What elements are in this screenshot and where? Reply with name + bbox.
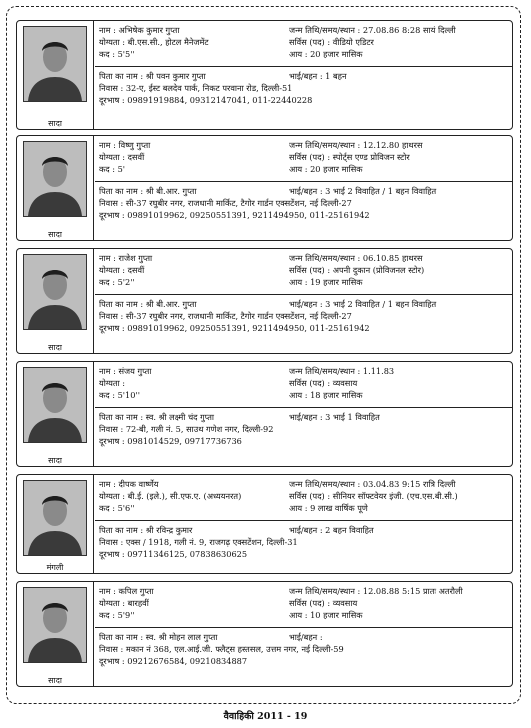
photo-column <box>17 582 94 686</box>
siblings-field: भाई/बहन : 2 बहन विवाहित <box>289 525 374 535</box>
income-field: आय : 19 हजार मासिक <box>289 277 363 287</box>
profile-card <box>16 474 513 574</box>
height-field: कद : 5'2'' <box>99 277 135 287</box>
profile-photo <box>23 26 87 102</box>
page-footer: वैवाहिकी 2011 - 19 <box>223 711 308 722</box>
name-field: नाम : संजय गुप्ता <box>99 366 152 376</box>
address-field: निवास : सी-37 रघुबीर नगर, राजधानी मार्किट, टैगोर गार्डन एक्सटेंशन, नई दिल्ली-27 <box>99 198 352 208</box>
person-silhouette-icon <box>24 142 86 216</box>
photo-caption: मंगली <box>46 563 64 572</box>
qualification-field: योग्यता : दसवीं <box>99 152 145 162</box>
photo-column <box>17 249 94 353</box>
address-field: निवास : 72-बी, गली नं. 5, साउथ गणेश नगर, दिल्ली-92 <box>99 424 274 434</box>
height-field: कद : 5'9'' <box>99 610 135 620</box>
profile-card <box>16 20 513 130</box>
photo-column <box>17 136 94 240</box>
person-silhouette-icon <box>24 255 86 329</box>
siblings-field: भाई/बहन : <box>289 632 323 642</box>
income-field: आय : 20 हजार मासिक <box>289 49 363 59</box>
profile-details <box>95 582 512 686</box>
phone-field: दूरभाष : 09891019962, 09250551391, 9211494950, 011-25161942 <box>99 323 370 333</box>
service-field: सर्विस (पद) : वीडियो एडिटर <box>289 37 374 47</box>
service-field: सर्विस (पद) : अपनी दुकान (प्रोविजनल स्टोर) <box>289 265 425 275</box>
profile-details <box>95 362 512 466</box>
profile-card <box>16 248 513 354</box>
father-name-field: पिता का नाम : स्व. श्री लक्ष्मी चंद गुप्ता <box>99 412 215 422</box>
phone-field: दूरभाष : 09711346125, 07838630625 <box>99 549 248 559</box>
service-field: सर्विस (पद) : सीनियर सॉफ्टवेयर इंजी. (एच.एस.बी.सी.) <box>289 491 458 501</box>
service-field: सर्विस (पद) : व्यवसाय <box>289 378 358 388</box>
person-silhouette-icon <box>24 588 86 662</box>
birth-details: जन्म तिथि/समय/स्थान : 06.10.85 हाथरस <box>289 253 423 263</box>
photo-caption: सादा <box>48 456 62 465</box>
profile-details <box>95 249 512 353</box>
row-divider <box>95 520 512 521</box>
birth-details: जन्म तिथि/समय/स्थान : 12.12.80 हाथरस <box>289 140 423 150</box>
name-field: नाम : दीपक वार्ष्णेय <box>99 479 159 489</box>
siblings-field: भाई/बहन : 3 भाई 2 विवाहित / 1 बहन विवाहित <box>289 186 437 196</box>
profile-details <box>95 21 512 129</box>
phone-field: दूरभाष : 0981014529, 09717736736 <box>99 436 242 446</box>
phone-field: दूरभाष : 09212676584, 09210834887 <box>99 656 248 666</box>
service-field: सर्विस (पद) : व्यवसाय <box>289 598 358 608</box>
profile-card <box>16 361 513 467</box>
name-field: नाम : विष्णु गुप्ता <box>99 140 151 150</box>
height-field: कद : 5'5'' <box>99 49 135 59</box>
person-silhouette-icon <box>24 27 86 101</box>
photo-caption: सादा <box>48 343 62 352</box>
profile-card <box>16 135 513 241</box>
profile-photo <box>23 367 87 443</box>
address-field: निवास : 32-ए, ईस्ट बलदेव पार्क, निकट परवाना रोड, दिल्ली-51 <box>99 83 293 93</box>
address-field: निवास : एक्स / 1918, गली नं. 9, राजगढ़ एक्सटेंशन, दिल्ली-31 <box>99 537 298 547</box>
birth-details: जन्म तिथि/समय/स्थान : 1.11.83 <box>289 366 395 376</box>
photo-column <box>17 362 94 466</box>
height-field: कद : 5'6'' <box>99 503 135 513</box>
profile-photo <box>23 141 87 217</box>
height-field: कद : 5' <box>99 164 126 174</box>
photo-caption: सादा <box>48 230 62 239</box>
person-silhouette-icon <box>24 481 86 555</box>
father-name-field: पिता का नाम : श्री बी.आर. गुप्ता <box>99 186 197 196</box>
siblings-field: भाई/बहन : 3 भाई 1 विवाहित <box>289 412 380 422</box>
father-name-field: पिता का नाम : श्री पवन कुमार गुप्ता <box>99 71 206 81</box>
birth-details: जन्म तिथि/समय/स्थान : 27.08.86 8:28 सायं दिल्ली <box>289 25 456 35</box>
profile-photo <box>23 587 87 663</box>
service-field: सर्विस (पद) : स्पोर्ट्स एण्ड प्रोविजन स्टोर <box>289 152 410 162</box>
income-field: आय : 9 लाख वार्षिक पूणे <box>289 503 368 513</box>
name-field: नाम : अभिषेक कुमार गुप्ता <box>99 25 180 35</box>
qualification-field: योग्यता : बारहवीं <box>99 598 149 608</box>
photo-caption: सादा <box>48 676 62 685</box>
row-divider <box>95 294 512 295</box>
photo-column <box>17 21 94 129</box>
siblings-field: भाई/बहन : 1 बहन <box>289 71 347 81</box>
birth-details: जन्म तिथि/समय/स्थान : 03.04.83 9:15 रात्रि दिल्ली <box>289 479 456 489</box>
qualification-field: योग्यता : दसवीं <box>99 265 145 275</box>
photo-caption: सादा <box>48 119 62 128</box>
phone-field: दूरभाष : 09891919884, 09312147041, 011-22440228 <box>99 95 313 105</box>
name-field: नाम : राजेश गुप्ता <box>99 253 153 263</box>
qualification-field: योग्यता : <box>99 378 126 388</box>
address-field: निवास : सी-37 रघुबीर नगर, राजधानी मार्किट, टैगोर गार्डन एक्सटेंशन, नई दिल्ली-27 <box>99 311 352 321</box>
row-divider <box>95 407 512 408</box>
phone-field: दूरभाष : 09891019962, 09250551391, 9211494950, 011-25161942 <box>99 210 370 220</box>
row-divider <box>95 627 512 628</box>
profile-photo <box>23 480 87 556</box>
qualification-field: योग्यता : बी.ई. (इले.), सी.एफ.ए. (अध्ययनरत) <box>99 491 242 501</box>
income-field: आय : 10 हजार मासिक <box>289 610 363 620</box>
photo-column <box>17 475 94 573</box>
row-divider <box>95 66 512 67</box>
address-field: निवास : मकान नं 368, एल.आई.जी. फ्लैट्स हस्तसल, उत्तम नगर, नई दिल्ली-59 <box>99 644 344 654</box>
name-field: नाम : कपिल गुप्ता <box>99 586 154 596</box>
height-field: कद : 5'10'' <box>99 390 140 400</box>
father-name-field: पिता का नाम : श्री बी.आर. गुप्ता <box>99 299 197 309</box>
siblings-field: भाई/बहन : 3 भाई 2 विवाहित / 1 बहन विवाहित <box>289 299 437 309</box>
income-field: आय : 18 हजार मासिक <box>289 390 363 400</box>
birth-details: जन्म तिथि/समय/स्थान : 12.08.88 5:15 प्रातः अतरौली <box>289 586 463 596</box>
person-silhouette-icon <box>24 368 86 442</box>
profile-details <box>95 136 512 240</box>
profile-photo <box>23 254 87 330</box>
profile-details <box>95 475 512 573</box>
income-field: आय : 20 हजार मासिक <box>289 164 363 174</box>
father-name-field: पिता का नाम : स्व. श्री मोहन लाल गुप्ता <box>99 632 218 642</box>
row-divider <box>95 181 512 182</box>
father-name-field: पिता का नाम : श्री रविन्द्र कुमार <box>99 525 193 535</box>
profile-card <box>16 581 513 687</box>
qualification-field: योग्यता : बी.एस.सी., होटल मैनेजमेंट <box>99 37 209 47</box>
